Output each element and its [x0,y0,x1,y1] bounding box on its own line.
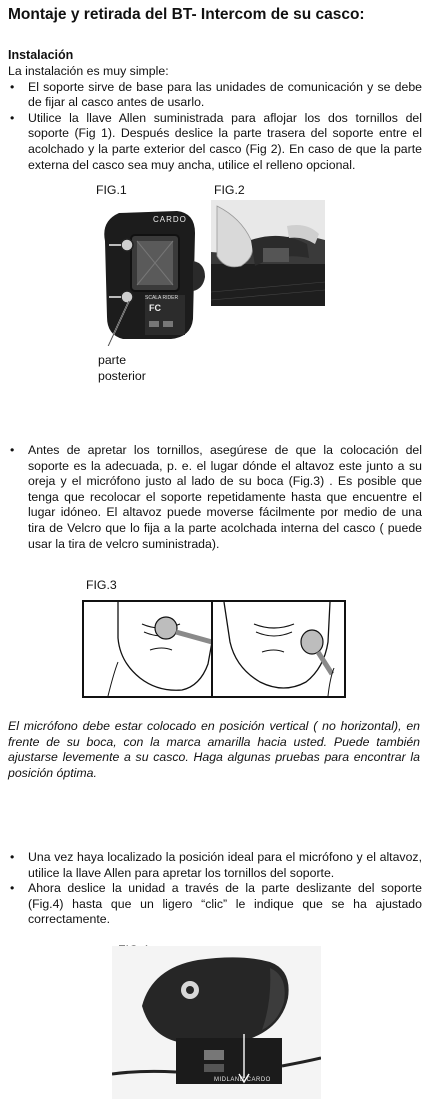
final-bullets [8,850,422,928]
fig3-label: FIG.3 [86,578,117,592]
final-section [8,850,422,928]
callout-line: posterior [98,369,146,383]
adjust-section [8,443,422,552]
bullet-item: • El soporte sirve de base para las unidades de comunicación y se debe de fijar al casco antes de usarlo. [8,80,422,111]
install-bullets [8,80,422,174]
fig2-label: FIG.2 [214,183,245,197]
bullet-item: • Utilice la llave Allen suministrada para aflojar los dos tornillos del soporte (Fig 1). Después deslice la parte trasera del soporte entre el acolchado y la parte exterior del casco (Fig 2). En caso de que la parte externa del casco sea muy ancha, utilice el relleno opcional. [8,111,422,173]
fig1-brand: SCALA RIDER [145,295,179,301]
fig1-logo: CARDO [153,215,187,224]
bullet-item: • Ahora deslice la unidad a través de la parte deslizante del soporte (Fig.4) hasta que un ligero “clic” le indique que se ha ajustado correctamente. [8,881,422,928]
mic-note: El micrófono debe estar colocado en posición vertical ( no horizontal), en frente de su boca, con la marca amarilla hacia usted. Puede también ajustarse levemente a su casco. Haga algunas pruebas para encontrar la posición óptima. [8,719,420,780]
install-section [8,64,422,173]
callout-line: parte [98,353,127,367]
fig1-image [97,201,207,346]
fig1-label: FIG.1 [96,183,127,197]
fig4-logo: MIDLAND CARDO [214,1077,271,1083]
intro-text: La instalación es muy simple: [8,64,169,78]
fig1-callout [98,352,146,384]
fig2-image [211,200,325,306]
fig3-image [82,600,346,698]
bullet-item: • Una vez haya localizado la posición ideal para el micrófono y el altavoz, utilice la llave Allen para apretar los tornillos del soporte. [8,850,422,881]
fig4-image [112,946,321,1099]
adjust-bullets [8,443,422,552]
section-heading: Instalación [8,48,74,62]
page-title: Montaje y retirada del BT- Intercom de su casco: [8,6,365,23]
fig1-fc-mark: FC [149,303,161,313]
bullet-item: • Antes de apretar los tornillos, asegúrese de que la colocación del soporte es la adecuada, p. e. el lugar dónde el altavoz este junto a su oreja y el micrófono justo al lado de su boca (Fig.3) . Es posible que tenga que recolocar el soporte repetidamente hasta que encuentre el lugar idóneo. El altavoz puede moverse fácilmente por medio de una tira de Velcro que lo fija a la parte acolchada interna del casco ( puede usar la tira de velcro suministrada). [8,443,422,552]
